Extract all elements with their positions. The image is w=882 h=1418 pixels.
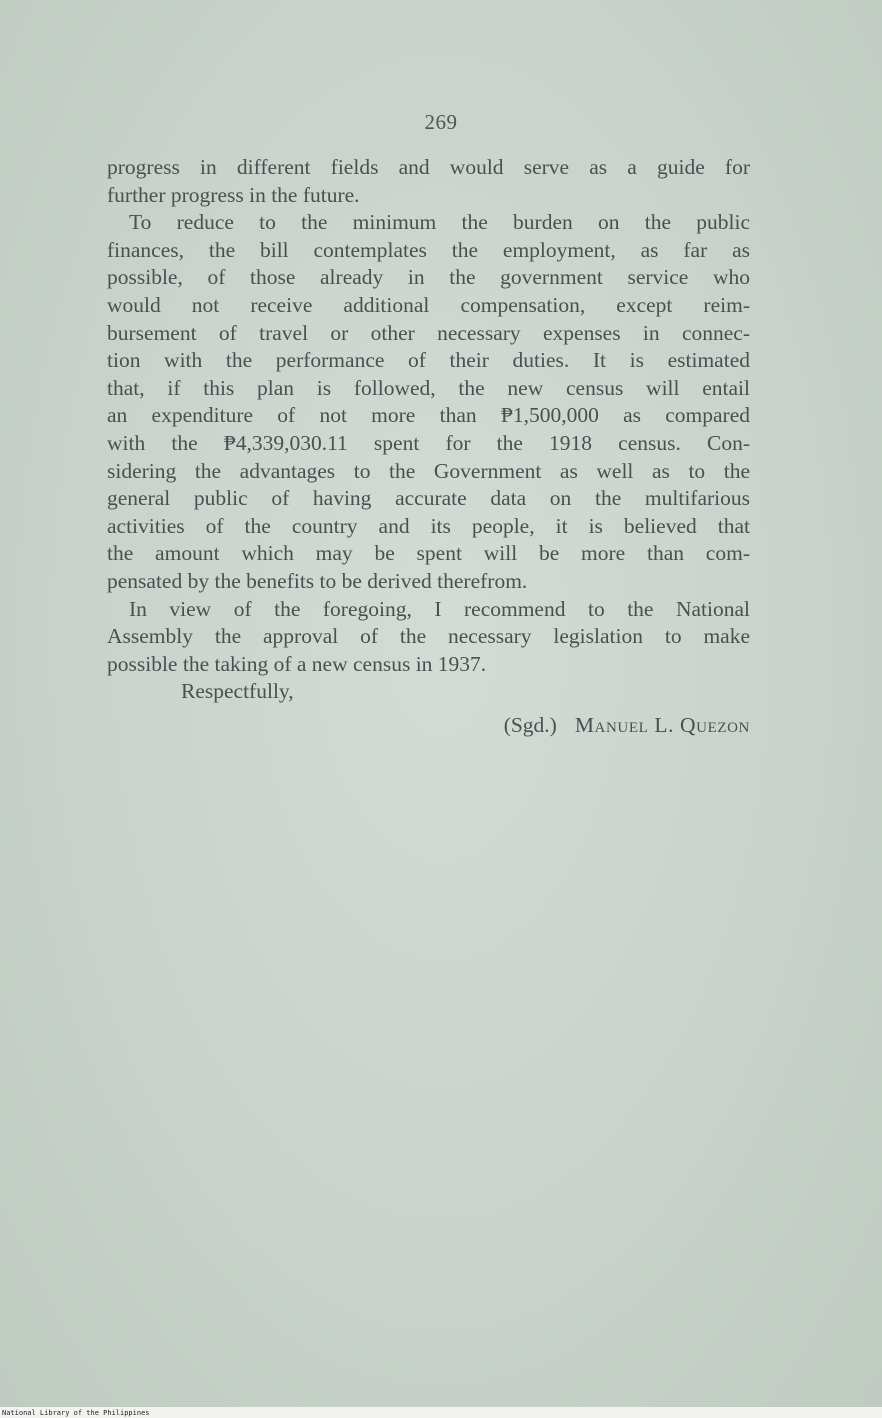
text-line: pensated by the benefits to be derived therefrom. <box>107 568 528 593</box>
text-line: an expenditure of not more than ₱1,500,000 as compared <box>107 403 750 428</box>
closing-salutation: Respectfully, <box>181 679 294 704</box>
paragraph-1 <box>107 154 750 209</box>
text-line: would not receive additional compensation, except reim- <box>107 292 750 317</box>
signature-name: Manuel L. Quezon <box>574 712 750 737</box>
library-credit: National Library of the Philippines <box>2 1409 150 1417</box>
signature-prefix: (Sgd.) <box>503 712 557 737</box>
text-line: In view of the foregoing, I recommend to the National <box>129 596 750 621</box>
text-line: Assembly the approval of the necessary legislation to make <box>107 624 750 649</box>
text-line: bursement of travel or other necessary expenses in connec- <box>107 320 750 345</box>
text-line: with the ₱4,339,030.11 spent for the 1918 census. Con- <box>107 430 750 455</box>
text-line: the amount which may be spent will be more than com- <box>107 541 750 566</box>
text-line: possible the taking of a new census in 1937. <box>107 651 487 676</box>
text-line: that, if this plan is followed, the new census will entail <box>107 375 750 400</box>
text-line: further progress in the future. <box>107 182 360 207</box>
text-line: activities of the country and its people, it is believed that <box>107 513 750 538</box>
text-line: To reduce to the minimum the burden on the public <box>129 210 750 235</box>
letter-body <box>107 154 750 739</box>
text-line: progress in different fields and would serve as a guide for <box>107 155 750 179</box>
text-line: possible, of those already in the government service who <box>107 265 750 290</box>
page-number: 269 <box>424 110 458 134</box>
signature-block <box>107 712 750 740</box>
text-line: general public of having accurate data on the multifarious <box>107 486 750 511</box>
text-line: sidering the advantages to the Government as well as to the <box>107 458 750 483</box>
paragraph-3 <box>107 596 750 679</box>
paragraph-2 <box>107 209 750 595</box>
text-line: tion with the performance of their duties. It is estimated <box>107 348 750 373</box>
text-line: finances, the bill contemplates the employment, as far as <box>107 237 750 262</box>
